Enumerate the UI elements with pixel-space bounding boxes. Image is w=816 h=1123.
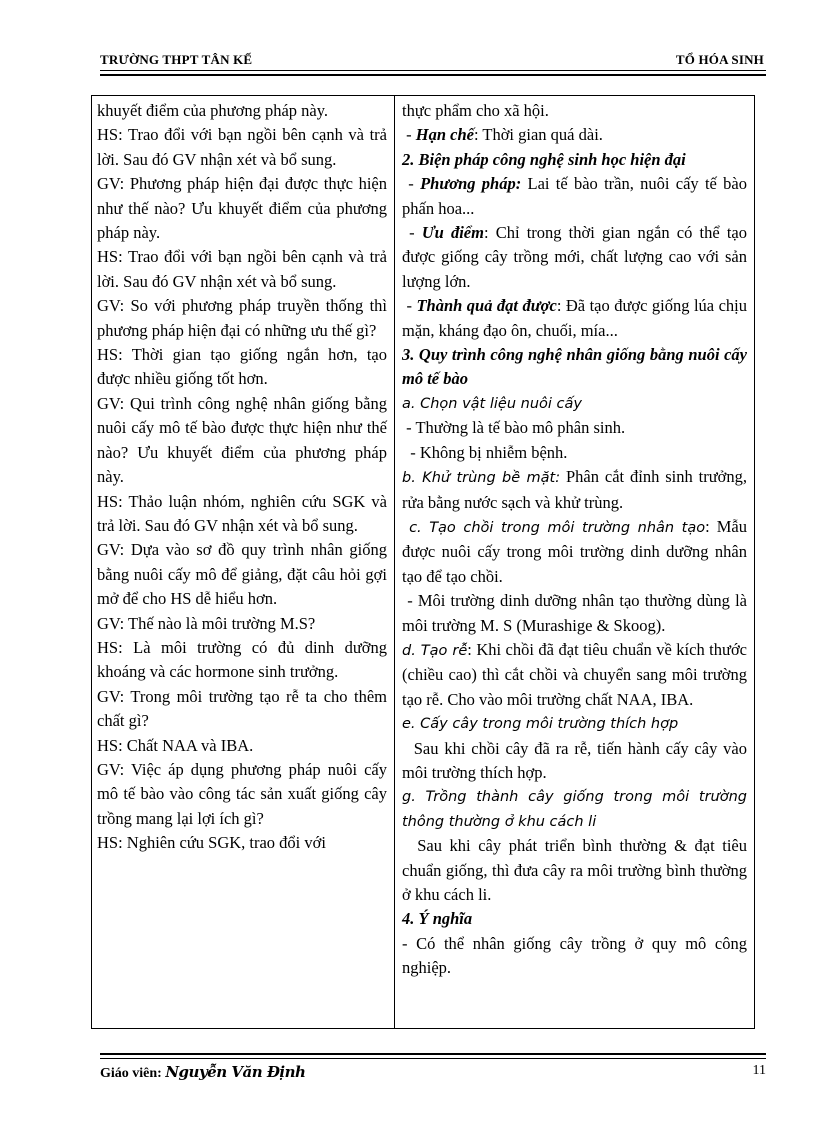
content-line: - Thường là tế bào mô phân sinh. (406, 418, 626, 438)
content-line: - Môi trường dinh dưỡng nhân tạo thường dùng là môi trường M. S (Murashige & Skoog). (402, 591, 747, 635)
activity-line: HS: Là môi trường có đủ dinh dưỡng khoáng và các hormone sinh trưởng. (97, 637, 387, 682)
content-line: d. Tạo rễ: Khi chồi đã đạt tiêu chuẩn về kích thước (chiều cao) thì cắt chồi và chuyển sang môi trường tạo rễ. Cho vào môi trường chất NAA, IBA. (402, 639, 748, 709)
content-line: - Phương pháp: Lai tế bào trần, nuôi cấy tế bào phấn hoa... (402, 174, 747, 218)
subsection-label: d. Tạo rễ (402, 642, 468, 659)
page-header (100, 52, 764, 70)
activity-line: GV: Việc áp dụng phương pháp nuôi cấy mô tế bào vào công tác sản xuất giống cây trồng mang lại lợi ích gì? (97, 759, 387, 828)
content-line: thực phẩm cho xã hội. (402, 101, 549, 120)
activity-line: HS: Trao đổi với bạn ngồi bên cạnh và trả lời. Sau đó GV nhận xét và bổ sung. (97, 247, 387, 291)
content-line: Sau khi cây phát triển bình thường & đạt tiêu chuẩn giống, thì đưa cây ra môi trường bình thường ở khu cách li. (402, 836, 748, 904)
subsection-heading: a. Chọn vật liệu nuôi cấy (402, 395, 582, 412)
advantage-label: Ưu điểm (421, 223, 484, 243)
activity-line: HS: Thảo luận nhóm, nghiên cứu SGK và trả lời. Sau đó GV nhận xét và bổ sung. (97, 491, 387, 535)
content-line: c. Tạo chồi trong môi trường nhân tạo: Mẫu được nuôi cấy trong môi trường dinh dưỡng nhân tạo để tạo chồi. (402, 516, 747, 586)
column-divider (394, 96, 395, 1028)
activity-line: HS: Nghiên cứu SGK, trao đổi với (97, 833, 326, 853)
subsection-label: c. Tạo chồi trong môi trường nhân tạo (409, 519, 706, 536)
content-line: Sau khi chồi cây đã ra rễ, tiến hành cấy cây vào môi trường thích hợp. (402, 738, 747, 782)
method-label: Phương pháp: (420, 174, 522, 194)
footer-rule (100, 1058, 766, 1059)
footer-rule-thick (100, 1053, 766, 1055)
content-line: - Ưu điểm: Chỉ trong thời gian ngắn có thể tạo được giống cây trồng mới, chất lượng cao với sản lượng lớn. (402, 223, 747, 291)
teacher-signature: Nguyễn Văn Định (165, 1063, 306, 1081)
content-line: - Không bị nhiễm bệnh. (410, 442, 568, 462)
activity-line: GV: Thế nào là môi trường M.S? (97, 613, 316, 633)
teacher-student-activity-column (97, 99, 387, 856)
activity-line: GV: Dựa vào sơ đồ quy trình nhân giống bằng nuôi cấy mô để giảng, đặt câu hỏi gợi mở để cho HS dễ hiểu hơn. (97, 540, 387, 609)
page-footer (100, 1063, 766, 1083)
achievement-label: Thành quả đạt được (416, 296, 557, 316)
lesson-table (91, 95, 755, 1029)
section-heading: 4. Ý nghĩa (402, 909, 473, 929)
content-line: - Thành quả đạt được: Đã tạo được giống lúa chịu mặn, kháng đạo ôn, chuối, mía... (402, 296, 748, 340)
header-rule (100, 70, 766, 71)
department-name: TỔ HÓA SINH (675, 52, 764, 67)
content-line: - Có thể nhân giống cây trồng ở quy mô công nghiệp. (402, 933, 747, 978)
content-column (402, 99, 747, 981)
teacher-label: Giáo viên: (100, 1066, 162, 1081)
subsection-heading: e. Cấy cây trong môi trường thích hợp (402, 716, 679, 733)
subsection-heading: g. Trồng thành cây giống trong môi trường thông thường ở khu cách li (402, 789, 747, 830)
limitation-label: Hạn chế (415, 125, 474, 145)
activity-line: GV: Phương pháp hiện đại được thực hiện như thế nào? Ưu khuyết điểm của phương pháp này. (97, 174, 387, 243)
activity-line: HS: Trao đổi với bạn ngồi bên cạnh và trả lời. Sau đó GV nhận xét và bổ sung. (97, 125, 387, 169)
activity-line: khuyết điểm của phương pháp này. (97, 101, 329, 120)
activity-line: GV: Qui trình công nghệ nhân giống bằng nuôi cấy mô tế bào được thực hiện như thế nào? Ưu khuyết điểm của phương pháp này. (97, 393, 387, 487)
activity-line: GV: So với phương pháp truyền thống thì phương pháp hiện đại có những ưu thế gì? (97, 296, 387, 340)
activity-line: GV: Trong môi trường tạo rễ ta cho thêm chất gì? (97, 686, 387, 731)
school-name: TRƯỜNG THPT TÂN KẾ (100, 52, 253, 67)
page-number: 11 (752, 1063, 766, 1078)
section-heading: 3. Quy trình công nghệ nhân giống bằng nuôi cấy mô tế bào (402, 345, 747, 389)
content-line: - Hạn chế: Thời gian quá dài. (402, 125, 603, 145)
content-line: b. Khử trùng bề mặt: Phân cắt đỉnh sinh trưởng, rửa bằng nước sạch và khử trùng. (402, 467, 747, 512)
subsection-label: b. Khử trùng bề mặt: (402, 470, 561, 487)
header-rule-thick (100, 74, 766, 76)
activity-line: HS: Thời gian tạo giống ngắn hơn, tạo được nhiều giống tốt hơn. (97, 345, 387, 389)
activity-line: HS: Chất NAA và IBA. (97, 735, 254, 755)
section-heading: 2. Biện pháp công nghệ sinh học hiện đại (402, 149, 686, 169)
